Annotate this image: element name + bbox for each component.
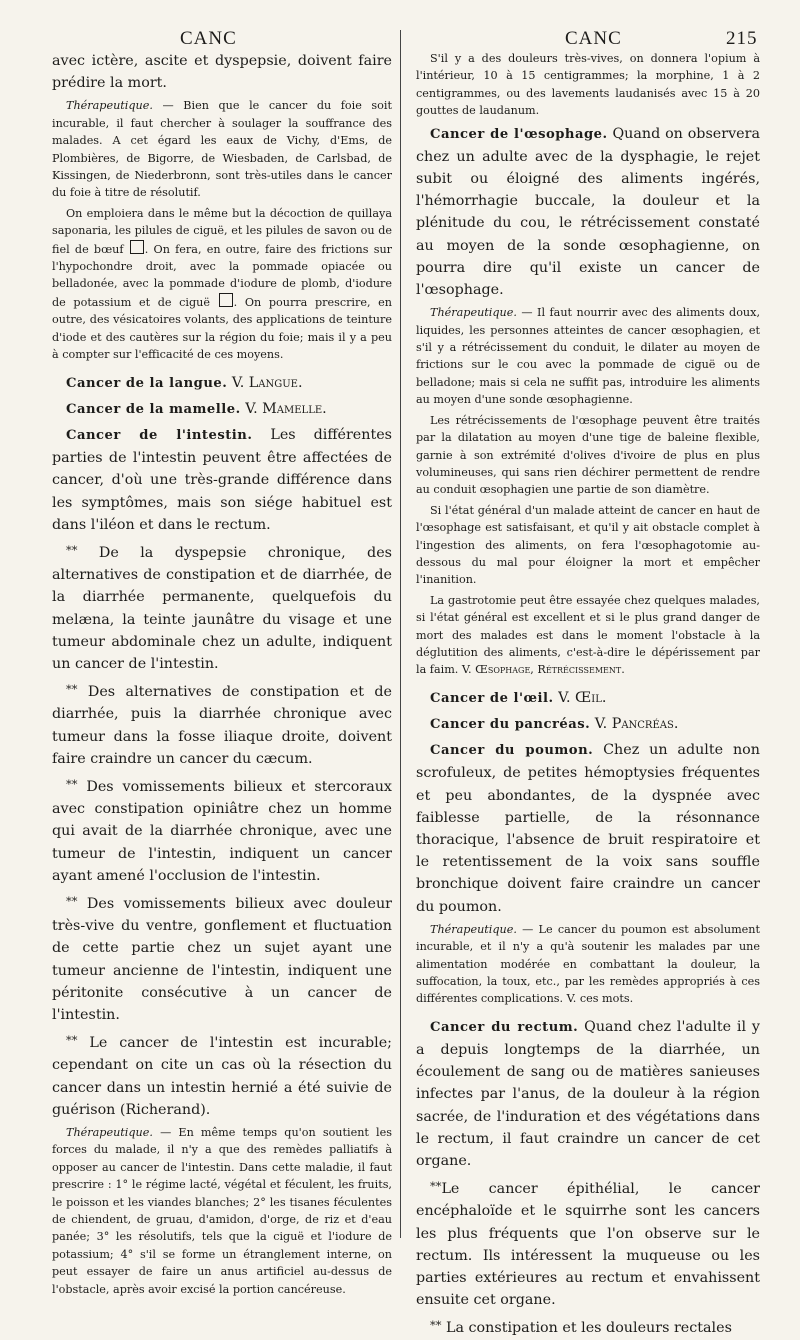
paragraph: Thérapeutique. — En même temps qu'on soutient les forces du malade, il n'y a que des remèdes palliatifs à opposer au cancer de l'intestin. Dans cette maladie, il faut prescrire : 1° le régime lacté, végétal et féculent, les fruits, le poisson et les viandes blanches; 2° les tisanes féculentes de chiendent, de gruau, d'amidon, d'orge, de riz et d'eau panée; 3° les résolutifs, tels que la ciguë et l'iodure de potassium; 4° s'il se forme un étranglement interne, on peut essayer de faire un anus artificiel au-dessus de l'obstacle, après avoir excisé la portion cancéreuse. — [52, 1126, 392, 1296]
paragraph: Thérapeutique. — Bien que le cancer du foie soit incurable, il faut chercher à soulager la souffrance des malades. A cet égard les eaux de Vichy, d'Ems, de Plombières, de Bigorre, de Wiesbaden, de Carlsbad, de Kissingen, de Niederbronn, sont très-utiles dans le cancer du foie à titre de résolutif. — [52, 99, 392, 200]
formula-box-icon — [130, 240, 144, 254]
entry-heading: Cancer de la mamelle. — [66, 401, 241, 417]
paragraph: On emploiera dans le même but la décoction de quillaya saponaria, les pilules de ciguë, et les pilules de savon ou de fiel de bœuf . On fera, en outre, faire des frictions sur l'hypochondre droit, avec la pommade opiacée ou belladonée, avec la pommade d'iodure de plomb, d'iodure de potassium et de ciguë . On pourra prescrire, en outre, des vésicatoires volants, des applications de teinture d'iode et des cautères sur la région du foie; mais il y a peu à compter sur l'efficacité de ces moyens. — [52, 206, 392, 362]
entry-pancreas: Cancer du pancréas. V. Pancréas. — [430, 715, 679, 732]
entry-heading: Cancer de l'œsophage. — [430, 126, 608, 142]
paragraph: ** Des alternatives de constipation et de diarrhée, puis la diarrhée chronique avec tumeur dans la fosse iliaque droite, doivent faire craindre un cancer du cæcum. — [52, 682, 392, 767]
entry-heading: Cancer de l'œil. — [430, 690, 554, 706]
paragraph: ** De la dyspepsie chronique, des alternatives de constipation et de diarrhée, de la diarrhée permanente, quelquefois du melæna, la teinte jaunâtre du visage et une tumeur abdominale chez un adulte, indiquent un cancer de l'intestin. — [52, 542, 392, 672]
paragraph: Les rétrécissements de l'œsophage peuvent être traités par la dilatation au moyen d'une tige de baleine flexible, garnie à son extrémité d'olives d'ivoire de plus en plus volumineuses, qui sans rien déchirer permettent de rendre au conduit œsophagien une partie de son diamètre. — [416, 413, 760, 497]
entry-poumon: Cancer du poumon. Chez un adulte non scrofuleux, de petites hémoptysies fréquentes et peu abondantes, de la dyspnée avec faiblesse partielle, de la résonnance thoracique, l'absence de bruit respiratoire et le retentissement de la voix sans souffle bronchique doivent faire craindre un cancer du poumon. — [416, 742, 760, 915]
paragraph: Thérapeutique. — Le cancer du poumon est absolument incurable, et il n'y a qu'à soutenir les malades par une alimentation modérée en combattant la douleur, la suffocation, la toux, etc., par les remèdes appropriés à ces différentes complications. V. ces mots. — [416, 922, 760, 1006]
asterism: * — [430, 1179, 436, 1194]
asterism: * — [66, 542, 72, 557]
paragraph: avec ictère, ascite et dyspepsie, doivent faire prédire la mort. — [52, 53, 392, 92]
right-column — [416, 50, 760, 1340]
column-divider — [400, 30, 401, 1238]
entry-mamelle: Cancer de la mamelle. V. Mamelle. — [66, 400, 327, 417]
paragraph: La gastrotomie peut être essayée chez quelques malades, si l'état général est excellent et si le plus grand danger de mort des malades est dans le moment l'obstacle à la déglutition des aliments, c'est-à-dire le dépérissement par la faim. V. Œsophage, Rétrécissement. — [416, 593, 760, 677]
running-head-right: CANC — [565, 28, 622, 49]
entry-heading: Cancer de l'intestin. — [66, 427, 253, 443]
entry-heading: Cancer du pancréas. — [430, 716, 591, 732]
entry-rectum: Cancer du rectum. Quand chez l'adulte il y a depuis longtemps de la diarrhée, un écoulement de sang ou de matières sanieuses infectes par l'anus, de la douleur à la région sacrée, de l'induration et des végétations dans le rectum, il faut craindre un cancer de cet organe. — [416, 1018, 760, 1170]
page-number: 215 — [726, 28, 758, 49]
paragraph: **Le cancer épithélial, le cancer encéphaloïde et le squirrhe sont les cancers les plus fréquents que l'on observe sur le rectum. Ils intéressent la muqueuse ou les parties extérieures au rectum et envahissent ensuite cet organe. — [416, 1179, 760, 1309]
therapeutique-label: Thérapeutique. — [66, 99, 153, 113]
entry-heading: Cancer du poumon. — [430, 743, 594, 759]
entry-heading: Cancer du rectum. — [430, 1019, 579, 1035]
paragraph: ** La constipation et les douleurs rectales — [430, 1318, 732, 1337]
paragraph: ** Le cancer de l'intestin est incurable; cependant on cite un cas où la résection du cancer dans un intestin hernié a été suivie de guérison (Richerand). — [52, 1033, 392, 1118]
asterism: * — [66, 1033, 72, 1048]
paragraph: S'il y a des douleurs très-vives, on donnera l'opium à l'intérieur, 10 à 15 centigrammes; la morphine, 1 à 2 centigrammes, ou des lavements laudanisés avec 15 à 20 gouttes de laudanum. — [416, 52, 760, 118]
therapeutique-label: Thérapeutique. — [430, 306, 517, 320]
paragraph: Si l'état général d'un malade atteint de cancer en haut de l'œsophage est satisfaisant, et qu'il y ait obstacle complet à l'ingestion des aliments, on fera l'œsophagotomie au-dessous du mal pour éloigner la mort et empêcher l'inanition. — [416, 503, 760, 587]
left-column — [52, 50, 392, 1298]
therapeutique-label: Thérapeutique. — [66, 1126, 153, 1139]
asterism: * — [66, 776, 72, 791]
formula-box-icon — [219, 293, 233, 307]
entry-langue: Cancer de la langue. V. Langue. — [66, 374, 303, 391]
entry-oeil: Cancer de l'œil. V. Œil. — [430, 689, 607, 706]
asterism: * — [66, 893, 72, 908]
therapeutique-label: Thérapeutique. — [430, 922, 517, 936]
entry-oesophage: Cancer de l'œsophage. Quand on observera chez un adulte avec de la dysphagie, le rejet subit ou éloigné des aliments ingérés, l'hémorrhagie buccale, la douleur et la plénitude du cou, le rétrécissement constaté au moyen de la sonde œsophagienne, on pourra dire qu'il existe un cancer de l'œsophage. — [416, 125, 760, 299]
paragraph: ** Des vomissements bilieux et stercoraux avec constipation opiniâtre chez un homme qui avait de la diarrhée chronique, avec une tumeur de l'intestin, indiquent un cancer ayant amené l'occlusion de l'intestin. — [52, 776, 392, 884]
paragraph: ** Des vomissements bilieux avec douleur très-vive du ventre, gonflement et fluctuation de cette partie chez un sujet ayant une tumeur ancienne de l'intestin, indiquent une péritonite consécutive à un cancer de l'intestin. — [52, 893, 392, 1023]
entry-heading: Cancer de la langue. — [66, 375, 228, 391]
paragraph: Thérapeutique. — Il faut nourrir avec des aliments doux, liquides, les personnes atteintes de cancer œsophagien, et s'il y a rétrécissement du conduit, le dilater au moyen de frictions sur le cou avec la pommade de ciguë ou de belladone; mais si cela ne suffit pas, introduire les aliments au moyen d'une sonde œsophagienne. — [416, 306, 760, 407]
asterism: * — [430, 1318, 436, 1333]
entry-intestin: Cancer de l'intestin. Les différentes parties de l'intestin peuvent être affectées de cancer, d'où une très-grande différence dans les symptômes, mais son siége habituel est dans l'iléon et dans le rectum. — [52, 426, 392, 533]
asterism: * — [66, 682, 72, 697]
running-head-left: CANC — [180, 28, 237, 49]
